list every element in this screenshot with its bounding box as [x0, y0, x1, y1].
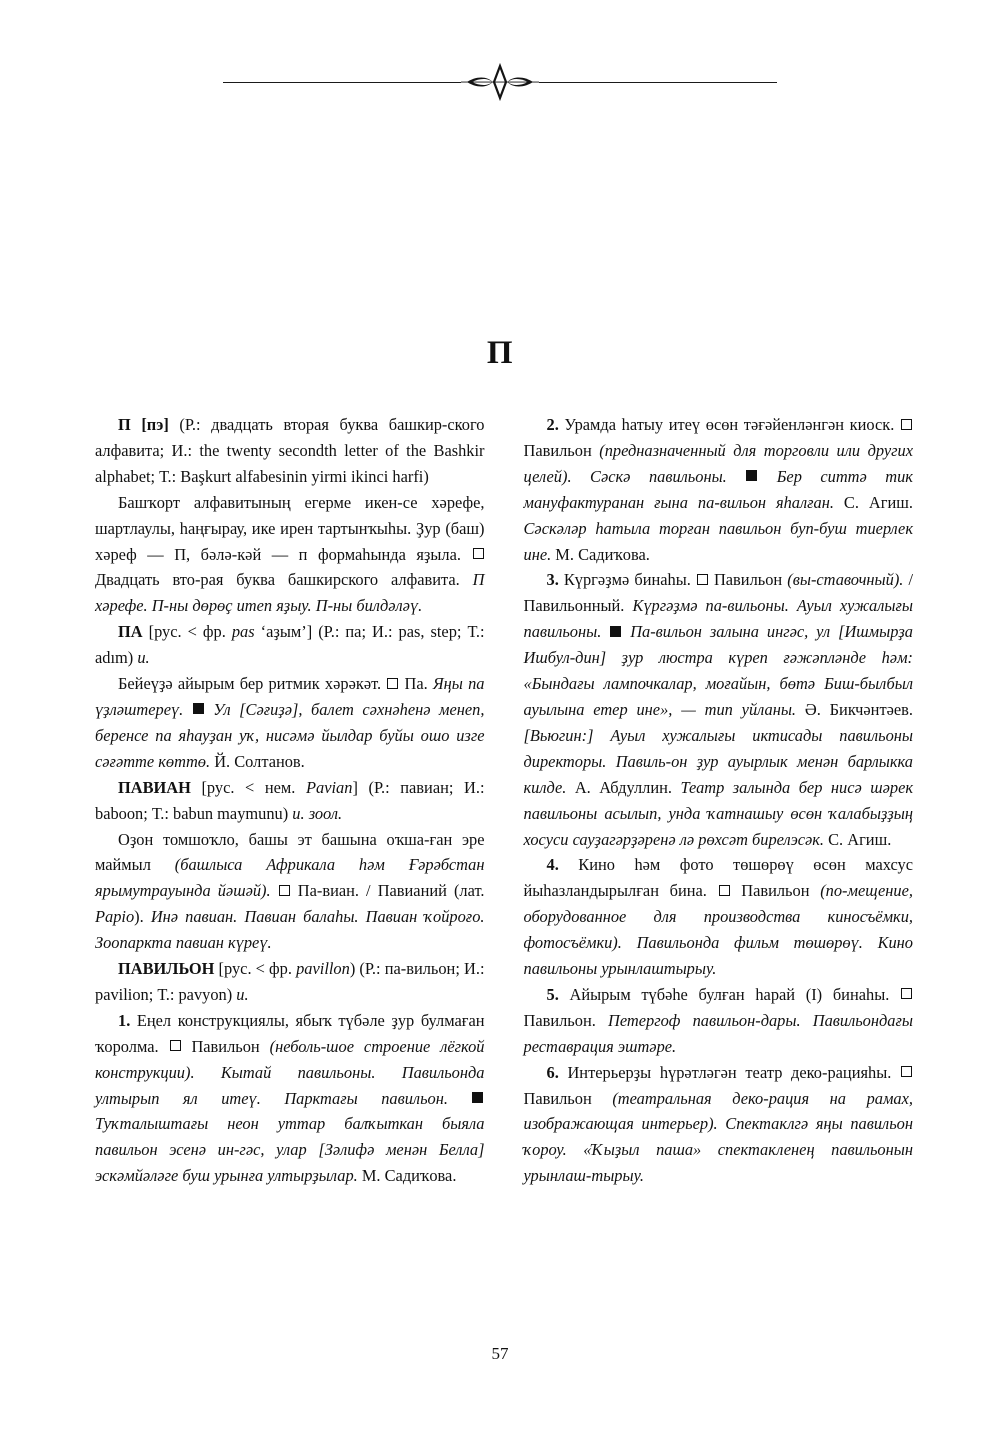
letter-section-heading: П [486, 335, 514, 371]
hollow-square-marker-icon [901, 1066, 912, 1077]
entry-sense-5: 5. Айырым түбәһе булған һарай (I) бинаһы. Павильон. Петергоф павильон-дары. Павильондағы реставрация эштәре. [523, 984, 913, 1056]
entry-headword-line: ПАВИАН [рус. < нем. Pavian] (Р.: павиан; И.: baboon; Т.: babun maymunu) и. зоол. [95, 777, 485, 823]
entry-sense-1: 1. Еңел конструкциялы, ябыҡ түбәле ҙур булмаған ҡоролма. Павильон (неболь-шое строение лёгкой конструкции). Кытай павильоны. Павильонда ултырып ял итеү. Парктағы павильон. Туҡталыштағы неон уттар балҡыткан быяла павильон эсенә ин-гәс, улар [Зәлифә менән Белла] эскәмйәләге буш урынға ултырҙылар. М. Садиҡова. [95, 1010, 485, 1186]
entry-headword-line: ПА [рус. < фр. pas ‘аҙым’] (Р.: па; И.: pas, step; Т.: adım) и. [95, 622, 485, 668]
header-ornament-divider [0, 60, 1000, 104]
filled-square-marker-icon [610, 626, 621, 637]
right-column [524, 412, 914, 1189]
entry-sense-6: 6. Интерьерҙы һүрәтләгән театр деко-рацияһы. Павильон (театральная деко-рация на рамах, изображающая интерьер). Спектаклгә яңы павильон ҡороу. «Ҡыҙыл паша» спектакленең павильонын урынлаш-тырыу. [523, 1062, 913, 1186]
page-number: 57 [491, 1344, 509, 1363]
entry-definition: Бейеүҙә айырым бер ритмик хәрәкәт. Па. Яңы па үҙләштереү. Ул [Сәғиҙә], балет сәхнәһенә менеп, беренсе па яһауҙан уҡ, нисәмә йылдар буйы ошо изге сәғәтте көттө. Й. Солтанов. [95, 674, 485, 771]
hollow-square-marker-icon [901, 988, 912, 999]
hollow-square-marker-icon [170, 1040, 181, 1051]
ornament-rule-left [223, 82, 461, 83]
dictionary-entry-p-letter [95, 412, 485, 619]
hollow-square-marker-icon [719, 885, 730, 896]
ornament-rule-right [539, 82, 777, 83]
entry-definition: Башҡорт алфавитының егерме икен-се хәрефе, шартлаулы, һаңғырау, ике ирен тартынҡыһы. Ҙур (баш) хәреф — П, бәлә-кәй — п формаһында яҙыла. Двадцать вто-рая буква башкирского алфавита. П хәрефе. П-ны дөрөҫ итеп яҙыу. П-ны билдәләү. [95, 492, 485, 616]
dictionary-entry-pavian [95, 775, 485, 956]
hollow-square-marker-icon [473, 548, 484, 559]
entry-sense-2: 2. Урамда һатыу итеү өсөн тәғәйенләнгән киоск. Павильон (предназначенный для торговли или других целей). Сәскә павильоны. Бер ситтә тик мануфактуранан ғына па-вильон яһалған. С. Агиш. Сәскәләр һатыла торған павильон буп-буш тиерлек ине. М. Садиҡова. [523, 415, 913, 564]
dictionary-entry-pa [95, 619, 485, 774]
filled-square-marker-icon [193, 703, 204, 714]
filled-square-marker-icon [472, 1092, 483, 1103]
diamond-leaf-divider-icon [461, 62, 539, 102]
hollow-square-marker-icon [901, 419, 912, 430]
dictionary-body-columns [95, 412, 913, 1189]
hollow-square-marker-icon [697, 574, 708, 585]
entry-sense-3: 3. Күргәҙмә бинаһы. Павильон (вы-ставочный). / Павильонный. Күргәҙмә па-вильоны. Ауыл хужалығы павильоны. Па-вильон залына ингәс, ул [Ишмырҙа Ишбул-дин] ҙур люстра күреп ғәжәпләнде һәм: «Бындағы лампочкалар, моғайын, бөтә Биш-былбыл ауылына етер ине», — тип уйланы. Ә. Бикчәнтәев. [Вьюгин:] Ауыл хужалығы иктисады павильоны директоры. Павиль-он ҙур ауырлык менән барлыкка килде. А. Абдуллин. Театр залында бер нисә шәрек павильоны асылып, унда ҡатнашыу өсөн ҡалабыҙҙың хосуси сауҙагәрҙәренә лә рөхсәт бирелэсәк. С. Агиш. [523, 570, 914, 849]
hollow-square-marker-icon [387, 678, 398, 689]
dictionary-entry-pavilyon [95, 956, 485, 1189]
entry-definition: Оҙон томшоҡло, башы эт башына оҡша-ған эре маймыл (башлыса Африкала һәм Ғәрәбстан ярымутрауында йәшәй). Па-виан. / Павианий (лат. Papio). Инә павиан. Павиан балаһы. Павиан ҡойроғо. Зоопаркта павиан күреү. [95, 829, 485, 953]
dictionary-entry-pavilyon-continued [524, 412, 914, 1189]
entry-sense-4: 4. Кино һәм фото төшөрөү өсөн махсус йыһазландырылған бина. Павильон (по-мещение, оборудованное для производства киносъёмки, фотосъёмки). Павильонда фильм төшөрөү. Кино павильоны урынлаштырыу. [523, 855, 913, 979]
hollow-square-marker-icon [279, 885, 290, 896]
left-column [95, 412, 485, 1189]
entry-headword-line: ПАВИЛЬОН [рус. < фр. pavillon) (Р.: па-вильон; И.: pavilion; Т.: pavyon) и. [95, 959, 485, 1004]
entry-headword-line: П [пэ] (Р.: двадцать вторая буква башкир-ского алфавита; И.: the twenty secondth letter of the Bashkir alphabet; Т.: Başkurt alfabesinin yirmi ikinci harfi) [95, 415, 485, 486]
filled-square-marker-icon [746, 470, 757, 481]
